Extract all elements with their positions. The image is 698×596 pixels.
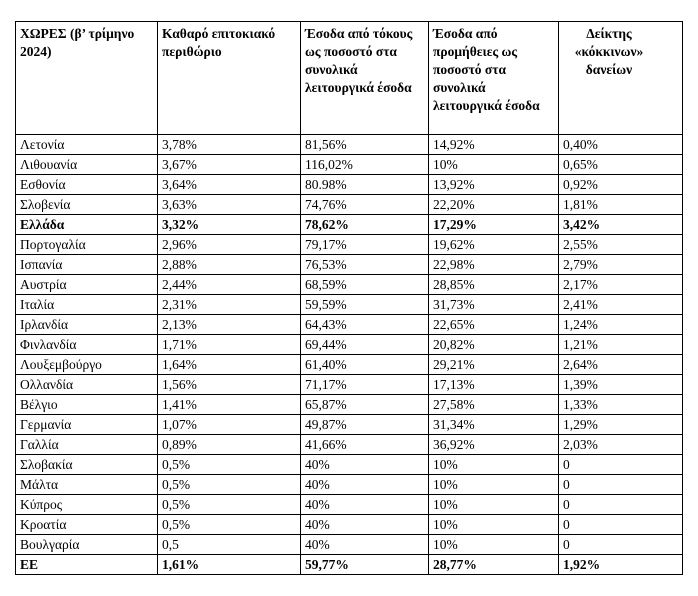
cell-npl-ratio: 1,39% xyxy=(559,375,683,395)
cell-country: ΕΕ xyxy=(16,555,158,575)
cell-fee-income-share: 28,77% xyxy=(429,555,559,575)
cell-npl-ratio: 2,64% xyxy=(559,355,683,375)
cell-country: Κροατία xyxy=(16,515,158,535)
cell-interest-income-share: 41,66% xyxy=(301,435,429,455)
cell-fee-income-share: 17,29% xyxy=(429,215,559,235)
cell-fee-income-share: 36,92% xyxy=(429,435,559,455)
cell-net-interest-margin: 2,88% xyxy=(158,255,301,275)
cell-fee-income-share: 10% xyxy=(429,455,559,475)
cell-fee-income-share: 10% xyxy=(429,155,559,175)
cell-net-interest-margin: 1,64% xyxy=(158,355,301,375)
cell-fee-income-share: 22,98% xyxy=(429,255,559,275)
cell-country: Εσθονία xyxy=(16,175,158,195)
cell-country: Λουξεμβούργο xyxy=(16,355,158,375)
cell-interest-income-share: 40% xyxy=(301,495,429,515)
cell-npl-ratio: 0 xyxy=(559,495,683,515)
cell-net-interest-margin: 2,96% xyxy=(158,235,301,255)
cell-interest-income-share: 65,87% xyxy=(301,395,429,415)
header-net-interest-margin: Καθαρό επιτοκιακό περιθώριο xyxy=(158,22,301,135)
cell-country: Γαλλία xyxy=(16,435,158,455)
cell-npl-ratio: 2,55% xyxy=(559,235,683,255)
cell-npl-ratio: 1,33% xyxy=(559,395,683,415)
cell-fee-income-share: 17,13% xyxy=(429,375,559,395)
cell-net-interest-margin: 0,5 xyxy=(158,535,301,555)
table-row xyxy=(16,555,683,575)
table-row xyxy=(16,375,683,395)
table-row xyxy=(16,535,683,555)
cell-net-interest-margin: 0,5% xyxy=(158,455,301,475)
cell-fee-income-share: 13,92% xyxy=(429,175,559,195)
cell-npl-ratio: 0 xyxy=(559,475,683,495)
cell-npl-ratio: 2,17% xyxy=(559,275,683,295)
header-npl-ratio xyxy=(559,22,683,135)
table-body xyxy=(16,135,683,575)
table-row xyxy=(16,315,683,335)
header-fee-income-share: Έσοδα από προμήθειες ως ποσοστό στα συνολικά λειτουργικά έσοδα xyxy=(429,22,559,135)
cell-interest-income-share: 64,43% xyxy=(301,315,429,335)
cell-country: Κύπρος xyxy=(16,495,158,515)
table-row xyxy=(16,415,683,435)
cell-net-interest-margin: 3,32% xyxy=(158,215,301,235)
cell-country: Σλοβενία xyxy=(16,195,158,215)
table-row xyxy=(16,515,683,535)
cell-fee-income-share: 31,73% xyxy=(429,295,559,315)
cell-interest-income-share: 40% xyxy=(301,535,429,555)
cell-interest-income-share: 78,62% xyxy=(301,215,429,235)
cell-fee-income-share: 10% xyxy=(429,475,559,495)
cell-net-interest-margin: 3,67% xyxy=(158,155,301,175)
cell-fee-income-share: 10% xyxy=(429,515,559,535)
table-row xyxy=(16,215,683,235)
cell-country: Ιταλία xyxy=(16,295,158,315)
cell-net-interest-margin: 1,07% xyxy=(158,415,301,435)
cell-country: Πορτογαλία xyxy=(16,235,158,255)
cell-interest-income-share: 69,44% xyxy=(301,335,429,355)
cell-country: Βουλγαρία xyxy=(16,535,158,555)
cell-country: Σλοβακία xyxy=(16,455,158,475)
table-row xyxy=(16,175,683,195)
cell-net-interest-margin: 3,64% xyxy=(158,175,301,195)
cell-npl-ratio: 1,29% xyxy=(559,415,683,435)
cell-country: Ισπανία xyxy=(16,255,158,275)
table-header xyxy=(16,22,683,135)
table-row xyxy=(16,475,683,495)
table-row xyxy=(16,235,683,255)
cell-npl-ratio: 0,92% xyxy=(559,175,683,195)
cell-npl-ratio: 0,40% xyxy=(559,135,683,155)
cell-interest-income-share: 49,87% xyxy=(301,415,429,435)
table-row xyxy=(16,495,683,515)
table-row xyxy=(16,275,683,295)
cell-net-interest-margin: 1,61% xyxy=(158,555,301,575)
cell-interest-income-share: 68,59% xyxy=(301,275,429,295)
cell-npl-ratio: 1,21% xyxy=(559,335,683,355)
cell-interest-income-share: 40% xyxy=(301,455,429,475)
cell-interest-income-share: 71,17% xyxy=(301,375,429,395)
bank-indicators-table xyxy=(15,21,683,575)
table-row xyxy=(16,255,683,275)
cell-net-interest-margin: 2,44% xyxy=(158,275,301,295)
cell-country: Βέλγιο xyxy=(16,395,158,415)
cell-fee-income-share: 28,85% xyxy=(429,275,559,295)
cell-fee-income-share: 27,58% xyxy=(429,395,559,415)
cell-interest-income-share: 59,77% xyxy=(301,555,429,575)
cell-fee-income-share: 19,62% xyxy=(429,235,559,255)
cell-npl-ratio: 1,24% xyxy=(559,315,683,335)
cell-net-interest-margin: 0,5% xyxy=(158,515,301,535)
table-row xyxy=(16,135,683,155)
cell-interest-income-share: 59,59% xyxy=(301,295,429,315)
header-row xyxy=(16,22,683,135)
cell-fee-income-share: 31,34% xyxy=(429,415,559,435)
cell-fee-income-share: 29,21% xyxy=(429,355,559,375)
cell-interest-income-share: 74,76% xyxy=(301,195,429,215)
cell-npl-ratio: 2,03% xyxy=(559,435,683,455)
cell-interest-income-share: 40% xyxy=(301,515,429,535)
cell-net-interest-margin: 0,5% xyxy=(158,495,301,515)
cell-npl-ratio: 0 xyxy=(559,535,683,555)
cell-country: Μάλτα xyxy=(16,475,158,495)
cell-country: Ολλανδία xyxy=(16,375,158,395)
cell-net-interest-margin: 1,56% xyxy=(158,375,301,395)
cell-net-interest-margin: 0,89% xyxy=(158,435,301,455)
cell-country: Φινλανδία xyxy=(16,335,158,355)
cell-country: Γερμανία xyxy=(16,415,158,435)
cell-interest-income-share: 76,53% xyxy=(301,255,429,275)
table-row xyxy=(16,355,683,375)
table-row xyxy=(16,435,683,455)
table-row xyxy=(16,335,683,355)
cell-interest-income-share: 80.98% xyxy=(301,175,429,195)
cell-npl-ratio: 2,41% xyxy=(559,295,683,315)
cell-net-interest-margin: 1,41% xyxy=(158,395,301,415)
header-npl-ratio-text: Δείκτης «κόκκινων» δανείων xyxy=(574,26,644,77)
cell-net-interest-margin: 2,31% xyxy=(158,295,301,315)
cell-npl-ratio: 1,92% xyxy=(559,555,683,575)
cell-interest-income-share: 116,02% xyxy=(301,155,429,175)
cell-fee-income-share: 14,92% xyxy=(429,135,559,155)
cell-interest-income-share: 40% xyxy=(301,475,429,495)
cell-country: Λιθουανία xyxy=(16,155,158,175)
cell-fee-income-share: 20,82% xyxy=(429,335,559,355)
table-row xyxy=(16,395,683,415)
cell-net-interest-margin: 2,13% xyxy=(158,315,301,335)
table-row xyxy=(16,455,683,475)
cell-fee-income-share: 22,20% xyxy=(429,195,559,215)
cell-net-interest-margin: 1,71% xyxy=(158,335,301,355)
header-interest-income-share: Έσοδα από τόκους ως ποσοστό στα συνολικά λειτουργικά έσοδα xyxy=(301,22,429,135)
cell-country: Ελλάδα xyxy=(16,215,158,235)
cell-interest-income-share: 81,56% xyxy=(301,135,429,155)
cell-country: Ιρλανδία xyxy=(16,315,158,335)
table-row xyxy=(16,195,683,215)
cell-npl-ratio: 0 xyxy=(559,515,683,535)
cell-interest-income-share: 61,40% xyxy=(301,355,429,375)
table-row xyxy=(16,295,683,315)
cell-fee-income-share: 10% xyxy=(429,495,559,515)
cell-npl-ratio: 0 xyxy=(559,455,683,475)
cell-net-interest-margin: 0,5% xyxy=(158,475,301,495)
cell-net-interest-margin: 3,63% xyxy=(158,195,301,215)
table-row xyxy=(16,155,683,175)
cell-country: Λετονία xyxy=(16,135,158,155)
header-country: ΧΩΡΕΣ (β’ τρίμηνο 2024) xyxy=(16,22,158,135)
cell-npl-ratio: 0,65% xyxy=(559,155,683,175)
cell-npl-ratio: 3,42% xyxy=(559,215,683,235)
cell-fee-income-share: 22,65% xyxy=(429,315,559,335)
cell-interest-income-share: 79,17% xyxy=(301,235,429,255)
cell-net-interest-margin: 3,78% xyxy=(158,135,301,155)
cell-npl-ratio: 2,79% xyxy=(559,255,683,275)
cell-country: Αυστρία xyxy=(16,275,158,295)
cell-fee-income-share: 10% xyxy=(429,535,559,555)
cell-npl-ratio: 1,81% xyxy=(559,195,683,215)
